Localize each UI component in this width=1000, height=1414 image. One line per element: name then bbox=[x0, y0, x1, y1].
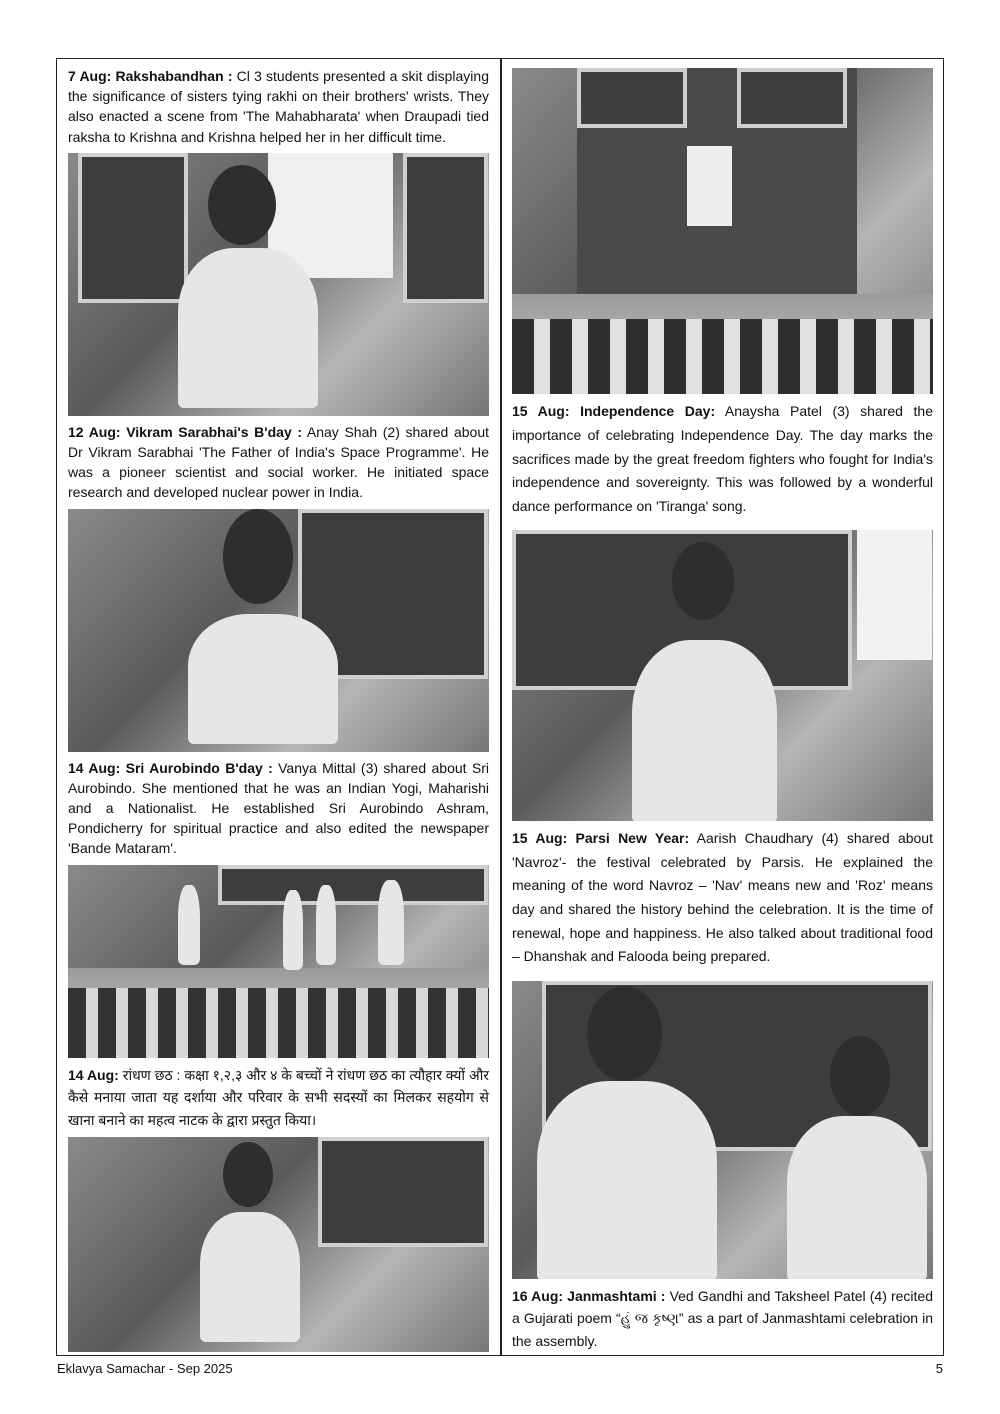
article-title: 15 Aug: Parsi New Year: bbox=[512, 830, 690, 847]
photo-sri-aurobindo bbox=[68, 865, 489, 1058]
photo-randhan-chhath bbox=[68, 1137, 489, 1352]
article-title: 15 Aug: Independence Day: bbox=[512, 403, 716, 420]
left-column bbox=[68, 66, 489, 1352]
photo-vikram-sarabhai bbox=[68, 509, 489, 752]
article-independence-day bbox=[512, 400, 933, 518]
article-title: 14 Aug: bbox=[68, 1066, 119, 1083]
article-janmashtami bbox=[512, 1285, 933, 1353]
article-body: Cl 3 students presented a skit displaying the significance of sisters tying rakhi on their brothers' wrists. They also enacted a scene from 'The Mahabharata' when Draupadi tied raksha to Krishna and Krishna helped her in her difficult time. bbox=[68, 68, 489, 145]
page-number: 5 bbox=[935, 1361, 943, 1376]
article-rakshabandhan bbox=[68, 66, 489, 147]
article-parsi-new-year bbox=[512, 827, 933, 969]
article-sri-aurobindo bbox=[68, 758, 489, 859]
article-title: 12 Aug: Vikram Sarabhai's B'day : bbox=[68, 423, 303, 440]
article-body: Anaysha Patel (3) shared the importance of celebrating Independence Day. The day marks the sacrifices made by the great freedom fighters who fought for India's independence and sovereignty. This was followed by a wonderful dance performance on 'Tiranga' song. bbox=[512, 403, 933, 514]
article-body: Ved Gandhi and Taksheel Patel (4) recited a Gujarati poem “હું જ કૃષ્ણ” as a part of Janmashtami celebration in the assembly. bbox=[512, 1287, 933, 1349]
article-body: Aarish Chaudhary (4) shared about 'Navroz'- the festival celebrated by Parsis. He explained the meaning of the word Navroz – 'Nav' means new and 'Roz' means day and shared the history behind the celebration. It is the time of renewal, hope and happiness. He also talked about traditional food – Dhanshak and Falooda being prepared. bbox=[512, 830, 933, 965]
photo-parsi-new-year bbox=[512, 530, 933, 821]
publication-name: Eklavya Samachar - Sep 2025 bbox=[57, 1361, 233, 1376]
article-title: 14 Aug: Sri Aurobindo B'day : bbox=[68, 759, 273, 776]
right-column bbox=[512, 66, 933, 1352]
article-randhan-chhath bbox=[68, 1064, 489, 1132]
photo-janmashtami bbox=[512, 981, 933, 1279]
photo-rakshabandhan bbox=[68, 153, 489, 416]
article-title: 7 Aug: Rakshabandhan : bbox=[68, 68, 233, 84]
column-divider bbox=[500, 58, 502, 1356]
article-title: 16 Aug: Janmashtami : bbox=[512, 1287, 666, 1304]
article-body: रांधण छठ : कक्षा १,२,३ और ४ के बच्चों ने रांधण छठ का त्यौहार क्यों और कैसे मनाया जाता यह दर्शाया और परिवार के सभी सदस्यों का मिलकर सहयोग से खाना बनाने का महत्व नाटक के द्वारा प्रस्तुत किया। bbox=[68, 1066, 489, 1128]
photo-independence-day bbox=[512, 68, 933, 394]
article-body: Vanya Mittal (3) shared about Sri Aurobindo. She mentioned that he was an Indian Yogi, Maharishi and a Nationalist. He established Sri Aurobindo Ashram, Pondicherry for spiritual practice and also edited the newspaper 'Bande Mataram'. bbox=[68, 759, 489, 857]
article-body: Anay Shah (2) shared about Dr Vikram Sarabhai 'The Father of India's Space Programme'. He was a pioneer scientist and social worker. He initiated space research and developed nuclear power in India. bbox=[68, 423, 489, 501]
article-vikram-sarabhai bbox=[68, 422, 489, 503]
